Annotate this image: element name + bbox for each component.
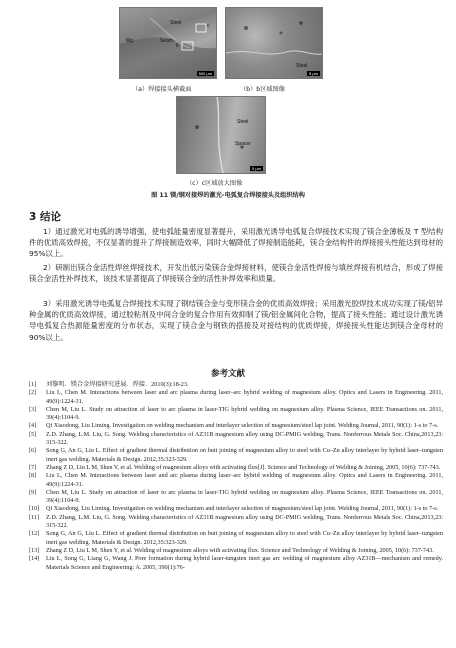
reference-item [29,547,443,555]
reference-number: [13] [29,546,40,554]
label-steel-b: Steel [296,63,308,69]
reference-item [29,422,443,430]
figure-a-image [119,7,217,79]
reference-number: [14] [29,555,40,563]
reference-item [29,514,443,531]
label-steel-c: Steel [237,119,249,125]
label-box-c: c [207,23,210,29]
section-title: 3 结论 [29,211,61,223]
label-spacer-c: Spacer [235,141,251,147]
scale-bar-a: 500 μm [198,71,212,76]
reference-text: Qi Xiaodong, Liu Liming. Investigation on welding mechanism and interlayer selection of magnesium/steel lap joint. Welding Journal, 2011, 90(1): 1-s to 7-s. [46,422,439,430]
reference-text: 刘黎明．镁合金焊接研究进展．焊接．2010(3):18-23. [46,381,189,388]
reference-item [29,431,443,448]
label-box-b: b [176,43,179,49]
conclusion-paragraph-1: 1）通过激光对电弧的诱导增强，使电弧能量密度显著提升，采用激光诱导电弧复合焊接技术实现了镁合金薄板及 T 型结构件的优质高效焊接，不仅显著的提升了焊接制造效率，同时大幅降低了焊接制造能耗，镁合金结构件的焊接接头性能达到母材的 95%以上。 [29,227,443,259]
reference-number: [11] [29,513,40,521]
references-title: 参考文献 [210,369,245,379]
label-seam: Seam [160,38,174,44]
reference-number: [9] [29,488,37,496]
reference-item [29,406,443,423]
reference-text: Song G, An G, Liu L. Effect of gradient thermal distribution on butt joining of magnesium alloy to steel with Cu–Zn alloy interlayer by hybrid laser–tungsten inert gas welding. Materials & Design. 2012,35:323-329. [46,447,443,463]
reference-text: Z.D. Zhang, L.M. Liu, G. Song. Welding characteristics of AZ31B magnesium alloy using DC-PMIG welding, Trans. Nonferrous Metals Soc. China,2013,23: 315-322. [46,430,443,447]
region-c-micrograph [177,97,265,173]
reference-number: [4] [29,422,37,430]
reference-text: Liu L, Chen M. Interactions between laser and arc plasma during laser–arc hybrid welding of magnesium alloy. Optics and Lasers in Engineering. 2011, 49(9):1224-31. [46,389,443,405]
caption-a: （a）焊接接头横截面 [132,86,192,93]
reference-number: [8] [29,472,37,480]
reference-text: Liu L, Chen M. Interactions between laser and arc plasma during laser–arc hybrid welding of magnesium alloy. Optics and Lasers in Engineering. 2011, 49(9):1224-31. [46,472,443,488]
reference-text: Chen M, Liu L. Study on attraction of laser to arc plasma in laser-TIG hybrid welding on magnesium alloy. Plasma Science, IEEE Transactions on. 2011, 39(4):1104-9. [46,488,443,505]
reference-text: Song G, An G, Liu L. Effect of gradient thermal distribution on butt joining of magnesium alloy to steel with Cu–Zn alloy interlayer by hybrid laser–tungsten inert gas welding. Materials & Design. 2012,35:323-329. [46,530,443,546]
conclusion-paragraph-2: 2）研制出镁合金活性焊丝焊接技术，开发出低污染镁合金焊接材料，使镁合金活性焊接与填丝焊接有机结合，形成了焊接镁合金活性补焊技术，该技术显著提高了焊接镁合金的活性补焊效率和质量。 [29,263,443,284]
figure-b-image [225,7,323,79]
reference-number: [7] [29,463,37,471]
caption-b: （b）b区域图像 [240,86,285,93]
reference-item [29,530,443,547]
label-steel: Steel [170,20,182,26]
reference-number: [1] [29,381,37,388]
figure-c-image [176,96,266,174]
scale-bar-c: 5 μm [252,166,261,171]
reference-number: [2] [29,389,37,397]
reference-item [29,472,443,489]
reference-text: Zhang Z D, Liu L M, Shen Y, et al. Welding of magnesium alloys with activating flux. Science and Technology of Welding & Joining, 2005, 10(6): 737-743. [46,546,434,554]
conclusion-paragraph-3: 3）采用激光诱导电弧复合焊接技术实现了钢结镁合金与变形镁合金的优质高效焊接；采用激光胶焊技术成功实现了镁/铝异种金属的优质高效焊接，通过胶粘剂及中间合金的复合作用有效抑制了镁/铝金属间化合物，提高了接头性能；通过设计激光诱导电弧复合热源能量密度的分布状态，实现了镁合金与钢铁的搭接及对接结构的优质焊接，焊接接头性能达到镁合金母材的 90%以上。 [29,299,443,342]
reference-text: Z.D. Zhang, L.M. Liu, G. Song. Welding characteristics of AZ31B magnesium alloy using DC-PMIG welding, Trans. Nonferrous Metals Soc. China,2013,23: 315-322. [46,513,443,530]
reference-number: [12] [29,530,40,538]
figure-main-caption: 图 11 镁/钢对接焊的激光-电弧复合焊接接头及组织结构 [151,192,305,199]
reference-item [29,464,443,472]
reference-item [29,389,443,406]
scale-bar-b: 5 μm [309,71,318,76]
caption-c: （c）c区域放大图像 [186,180,243,187]
reference-item [29,447,443,464]
reference-text: Qi Xiaodong, Liu Liming. Investigation on welding mechanism and interlayer selection of magnesium/steel lap joint. Welding Journal, 2011, 90(1): 1-s to 7-s. [46,505,439,513]
reference-item [29,555,443,572]
reference-number: [10] [29,505,40,513]
reference-item [29,381,443,389]
reference-item [29,489,443,506]
reference-number: [6] [29,447,37,455]
reference-number: [5] [29,430,37,438]
reference-item [29,505,443,513]
reference-text: Chen M, Liu L. Study on attraction of laser to arc plasma in laser-TIG hybrid welding on magnesium alloy. Plasma Science, IEEE Transactions on. 2011, 39(4):1104-9. [46,405,443,422]
region-b-micrograph [226,8,322,78]
reference-number: [3] [29,405,37,413]
reference-text: Zhang Z D, Liu L M, Shen Y, et al. Welding of magnesium alloys with activating flux[J]. Science and Technology of Welding & Joining, 2005, 10(6): 737-743. [46,463,441,471]
reference-text: Liu L, Song G, Liang G, Wang J. Pore formation during hybrid laser-tungsten inert gas arc welding of magnesium alloy AZ31B—mechanism and remedy. Materials Science and Engineering: A. 2005, 390(1):76- [46,555,443,571]
label-mg: Mg [126,38,133,44]
reference-list [29,381,443,572]
